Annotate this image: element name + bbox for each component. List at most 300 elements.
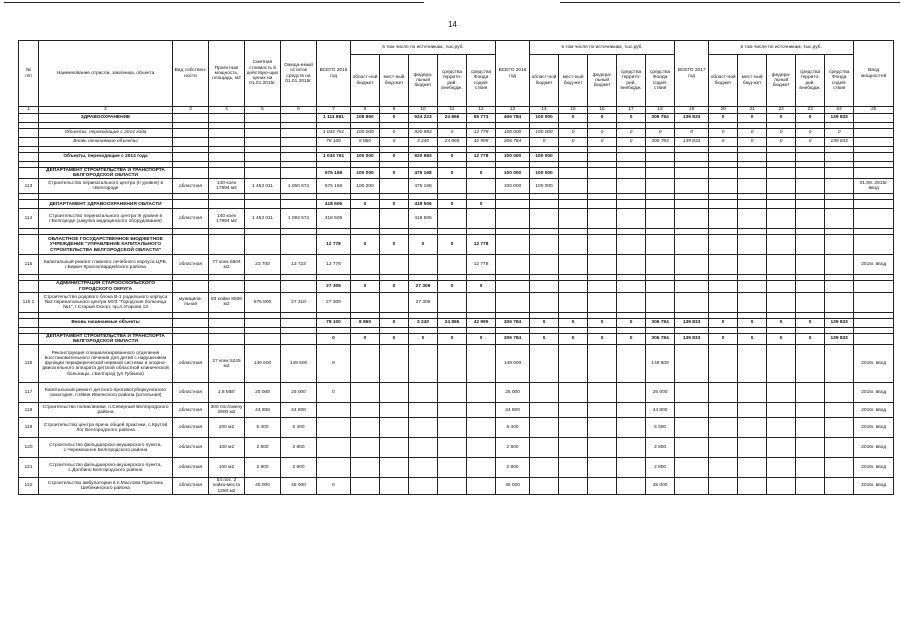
row-commission <box>854 235 894 255</box>
row-ownership <box>173 168 209 179</box>
row-name: Капитальный ремонт главного лечебного корпуса ЦРБ, г.Бирюч Красногвардейского района <box>39 255 173 275</box>
row-value-col-13: 45 000 <box>496 478 530 495</box>
column-number-15: 15 <box>559 107 588 114</box>
row-value-col-19 <box>675 255 709 275</box>
row-value-col-11 <box>438 458 467 478</box>
row-estimate <box>245 200 281 209</box>
row-value-col-13: 44 800 <box>496 403 530 418</box>
row-value-col-22 <box>767 418 796 438</box>
row-value-col-13 <box>496 209 530 229</box>
row-estimate: 149 600 <box>245 345 281 383</box>
row-value-col-9 <box>380 438 409 458</box>
row-value-col-20: 0 <box>709 138 738 147</box>
row-value-col-13 <box>496 292 530 312</box>
row-value-col-9 <box>380 179 409 194</box>
row-value-col-12: 12 778 <box>467 153 496 162</box>
row-name: ДЕПАРТАМЕНТ ЗДРАВООХРАНЕНИЯ ОБЛАСТИ <box>39 200 173 209</box>
row-value-col-22 <box>767 235 796 255</box>
row-value-col-22 <box>767 438 796 458</box>
row-value-col-7 <box>317 458 351 478</box>
row-expected-balance: 149 600 <box>281 345 317 383</box>
row-value-col-20 <box>709 418 738 438</box>
row-value-col-16 <box>588 345 617 383</box>
row-value-col-21 <box>738 235 767 255</box>
row-value-col-21 <box>738 255 767 275</box>
row-value-col-24 <box>825 281 854 292</box>
row-value-col-8 <box>351 345 380 383</box>
row-value-col-24 <box>825 200 854 209</box>
row-value-col-7: 1 033 761 <box>317 153 351 162</box>
row-value-col-19 <box>675 200 709 209</box>
row-ownership <box>173 114 209 123</box>
header-source-1-1: област-ной бюджет <box>351 55 380 107</box>
row-value-col-18 <box>646 153 675 162</box>
row-value-col-24 <box>825 345 854 383</box>
column-number-13: 13 <box>496 107 530 114</box>
table-row <box>19 179 894 194</box>
row-value-col-20 <box>709 235 738 255</box>
row-value-col-23: 0 <box>796 114 825 123</box>
table-row <box>19 209 894 229</box>
row-value-col-19 <box>675 345 709 383</box>
row-value-col-24 <box>825 168 854 179</box>
row-value-col-15 <box>559 438 588 458</box>
row-value-col-24 <box>825 418 854 438</box>
column-number-7: 7 <box>317 107 351 114</box>
row-name: Объекты, переходящие с 2014 года <box>39 153 173 162</box>
row-value-col-14 <box>530 383 559 403</box>
header-source-3-4: средства террито-рий, внебюдж. <box>796 55 825 107</box>
row-commission <box>854 114 894 123</box>
row-value-col-20 <box>709 200 738 209</box>
row-value-col-16 <box>588 292 617 312</box>
column-number-20: 20 <box>709 107 738 114</box>
row-value-col-19 <box>675 179 709 194</box>
row-commission: 2016г. ввод <box>854 478 894 495</box>
header-source-2-5: средства Фонда содей-ствия <box>646 55 675 107</box>
row-capacity: 140 коек 17994 м2 <box>209 209 245 229</box>
row-capacity <box>209 114 245 123</box>
row-value-col-18 <box>646 255 675 275</box>
column-number-2: 2 <box>39 107 173 114</box>
row-value-col-8 <box>351 403 380 418</box>
row-value-col-21: 0 <box>738 333 767 344</box>
row-value-col-23 <box>796 478 825 495</box>
row-ownership <box>173 333 209 344</box>
row-value-col-17 <box>617 281 646 292</box>
row-commission <box>854 200 894 209</box>
row-capacity: 77 коек 5604 м2 <box>209 255 245 275</box>
row-number <box>19 129 39 138</box>
table-row <box>19 438 894 458</box>
row-value-col-24: 139 833 <box>825 333 854 344</box>
row-value-col-21 <box>738 458 767 478</box>
row-number <box>19 200 39 209</box>
row-value-col-19 <box>675 209 709 229</box>
row-value-col-15: 0 <box>559 318 588 327</box>
row-estimate: 575 800 <box>245 292 281 312</box>
header-source-3-5: средства Фонда содей-ствия <box>825 55 854 107</box>
row-estimate: 2 800 <box>245 458 281 478</box>
row-value-col-23 <box>796 403 825 418</box>
header-total-2017: ВСЕГО 2017 год <box>675 41 709 107</box>
table-row <box>19 138 894 147</box>
row-value-col-23: 0 <box>796 129 825 138</box>
row-capacity: 200 м2 <box>209 418 245 438</box>
row-value-col-12 <box>467 478 496 495</box>
row-value-col-20 <box>709 153 738 162</box>
top-rule-left <box>4 2 424 3</box>
row-value-col-11 <box>438 383 467 403</box>
row-value-col-24 <box>825 179 854 194</box>
row-value-col-11 <box>438 209 467 229</box>
row-value-col-18: 306 784 <box>646 114 675 123</box>
row-value-col-9: 0 <box>380 138 409 147</box>
row-value-col-10: 3 240 <box>409 138 438 147</box>
row-value-col-20 <box>709 281 738 292</box>
row-value-col-10 <box>409 255 438 275</box>
row-value-col-22 <box>767 458 796 478</box>
header-total-2016: ВСЕГО 2016 год <box>496 41 530 107</box>
row-value-col-12 <box>467 383 496 403</box>
row-value-col-19: 139 833 <box>675 318 709 327</box>
row-value-col-16: 0 <box>588 333 617 344</box>
row-value-col-23 <box>796 438 825 458</box>
row-name: ОБЛАСТНОЕ ГОСУДАРСТВЕННОЕ БЮДЖЕТНОЕ УЧРЕЖДЕНИЕ "УПРАВЛЕНИЕ КАПИТАЛЬНОГО СТРОИТЕЛЬСТВА БЕЛГОРОДСКОЙ ОБЛАСТИ" <box>39 235 173 255</box>
row-value-col-14 <box>530 478 559 495</box>
row-value-col-8 <box>351 292 380 312</box>
investment-table <box>18 40 894 495</box>
row-value-col-15 <box>559 235 588 255</box>
row-value-col-14 <box>530 458 559 478</box>
row-value-col-14: 0 <box>530 333 559 344</box>
row-value-col-8 <box>351 438 380 458</box>
row-estimate: 45 000 <box>245 478 281 495</box>
row-estimate: 23 700 <box>245 255 281 275</box>
row-value-col-14: 100 000 <box>530 114 559 123</box>
column-number-12: 12 <box>467 107 496 114</box>
row-value-col-10: 475 168 <box>409 179 438 194</box>
row-value-col-20 <box>709 179 738 194</box>
row-value-col-17: 0 <box>617 129 646 138</box>
row-value-col-24: 139 833 <box>825 138 854 147</box>
row-value-col-7: 0 <box>317 333 351 344</box>
row-value-col-16 <box>588 255 617 275</box>
row-value-col-8: 100 000 <box>351 179 380 194</box>
row-value-col-15 <box>559 383 588 403</box>
row-value-col-13: 25 000 <box>496 383 530 403</box>
table-row <box>19 403 894 418</box>
row-commission <box>854 292 894 312</box>
row-value-col-15: 0 <box>559 333 588 344</box>
row-value-col-12 <box>467 403 496 418</box>
row-value-col-8 <box>351 255 380 275</box>
row-value-col-8: 100 000 <box>351 168 380 179</box>
table-row <box>19 418 894 438</box>
row-value-col-23 <box>796 292 825 312</box>
row-number: 118 <box>19 403 39 418</box>
row-value-col-14: 0 <box>530 138 559 147</box>
row-value-col-15 <box>559 281 588 292</box>
row-value-col-17 <box>617 418 646 438</box>
row-value-col-19 <box>675 168 709 179</box>
row-value-col-9 <box>380 383 409 403</box>
row-value-col-20: 0 <box>709 129 738 138</box>
header-name: Наименование отрасли, заказчика, объекта <box>39 41 173 107</box>
row-value-col-13: 100 000 <box>496 129 530 138</box>
row-value-col-10 <box>409 438 438 458</box>
row-value-col-16: 0 <box>588 318 617 327</box>
row-value-col-11 <box>438 418 467 438</box>
row-value-col-24 <box>825 458 854 478</box>
row-value-col-16 <box>588 281 617 292</box>
row-value-col-8 <box>351 383 380 403</box>
row-value-col-20 <box>709 403 738 418</box>
row-value-col-22 <box>767 179 796 194</box>
row-value-col-13: 100 000 <box>496 168 530 179</box>
row-value-col-17: 0 <box>617 318 646 327</box>
column-number-18: 18 <box>646 107 675 114</box>
row-value-col-17 <box>617 235 646 255</box>
row-value-col-9: 0 <box>380 318 409 327</box>
row-value-col-7 <box>317 418 351 438</box>
row-number <box>19 153 39 162</box>
column-number-3: 3 <box>173 107 209 114</box>
row-value-col-16 <box>588 200 617 209</box>
row-value-col-18: 2 800 <box>646 438 675 458</box>
header-sources-2015: в том числе по источникам, тыс.руб. <box>351 41 496 55</box>
row-capacity: 1,8 МВт <box>209 383 245 403</box>
row-value-col-18 <box>646 281 675 292</box>
row-value-col-10: 27 309 <box>409 281 438 292</box>
row-ownership <box>173 129 209 138</box>
row-value-col-9 <box>380 403 409 418</box>
row-number: 122 <box>19 478 39 495</box>
row-estimate <box>245 318 281 327</box>
row-value-col-14 <box>530 418 559 438</box>
row-number <box>19 281 39 292</box>
row-value-col-11: 0 <box>438 168 467 179</box>
row-capacity: 300 пос/смену 2800 м2 <box>209 403 245 418</box>
column-number-22: 22 <box>767 107 796 114</box>
row-name: Строительство фельдшерско-акушерского пункта, с.Черемошное Белгородского района <box>39 438 173 458</box>
row-value-col-13: 149 600 <box>496 345 530 383</box>
row-expected-balance: 44 800 <box>281 403 317 418</box>
row-value-col-11 <box>438 478 467 495</box>
header-source-1-5: средства Фонда содей-ствия <box>467 55 496 107</box>
row-value-col-18 <box>646 168 675 179</box>
row-value-col-13: 306 784 <box>496 333 530 344</box>
row-value-col-14 <box>530 255 559 275</box>
column-number-21: 21 <box>738 107 767 114</box>
row-commission <box>854 168 894 179</box>
row-value-col-17 <box>617 458 646 478</box>
row-value-col-9: 0 <box>380 281 409 292</box>
row-value-col-7: 0 <box>317 383 351 403</box>
row-value-col-21 <box>738 168 767 179</box>
row-value-col-22 <box>767 403 796 418</box>
row-value-col-17 <box>617 403 646 418</box>
row-value-col-11: 24 865 <box>438 114 467 123</box>
row-capacity <box>209 138 245 147</box>
row-value-col-13 <box>496 255 530 275</box>
top-rule-right <box>560 2 900 3</box>
row-value-col-24 <box>825 478 854 495</box>
row-value-col-8 <box>351 478 380 495</box>
row-value-col-12 <box>467 438 496 458</box>
row-value-col-13: 2 800 <box>496 458 530 478</box>
row-value-col-10 <box>409 418 438 438</box>
row-commission: 2015г. ввод <box>854 255 894 275</box>
row-value-col-9: 0 <box>380 129 409 138</box>
row-value-col-24 <box>825 438 854 458</box>
header-num: № п/п <box>19 41 39 107</box>
row-value-col-22 <box>767 478 796 495</box>
row-value-col-8 <box>351 209 380 229</box>
header-total-2015: ВСЕГО 2015 год <box>317 41 351 107</box>
row-value-col-17 <box>617 383 646 403</box>
row-value-col-16 <box>588 418 617 438</box>
row-value-col-9 <box>380 345 409 383</box>
row-value-col-24: 0 <box>825 129 854 138</box>
row-value-col-12: 0 <box>467 333 496 344</box>
column-number-10: 10 <box>409 107 438 114</box>
header-source-3-2: мест-ный бюд-жет <box>738 55 767 107</box>
row-ownership: областная <box>173 418 209 438</box>
row-value-col-22 <box>767 383 796 403</box>
row-value-col-7: 0 <box>317 478 351 495</box>
row-value-col-13 <box>496 235 530 255</box>
row-value-col-16 <box>588 478 617 495</box>
row-expected-balance <box>281 114 317 123</box>
header-expected-balance: Ожида-емый остаток средств на 01.01.2015г. <box>281 41 317 107</box>
row-number: 113 <box>19 179 39 194</box>
row-value-col-12: 42 995 <box>467 138 496 147</box>
row-name: Вновь начинаемые объекты <box>39 318 173 327</box>
row-value-col-24 <box>825 292 854 312</box>
row-value-col-23 <box>796 209 825 229</box>
row-value-col-12: 0 <box>467 281 496 292</box>
row-name: Реконструкция специализированного отделения восстановительного лечения для детей с нарушением функции периферической нервной системы и опорно-двигательного аппарата детской областной клинической больницы, г.Белгород (ул.Губкина) <box>39 345 173 383</box>
row-estimate <box>245 114 281 123</box>
row-commission: 2016г. ввод <box>854 345 894 383</box>
header-source-1-3: федера-льный бюджет <box>409 55 438 107</box>
row-value-col-18: 306 784 <box>646 318 675 327</box>
table-row <box>19 255 894 275</box>
row-name: Вновь начинаемые объекты <box>39 138 173 147</box>
row-value-col-20 <box>709 209 738 229</box>
row-capacity: 100 м2 <box>209 458 245 478</box>
row-ownership <box>173 138 209 147</box>
row-value-col-16 <box>588 209 617 229</box>
row-number: 116 <box>19 345 39 383</box>
row-estimate <box>245 281 281 292</box>
row-value-col-23: 0 <box>796 333 825 344</box>
row-value-col-9: 0 <box>380 200 409 209</box>
row-ownership: областная <box>173 478 209 495</box>
row-value-col-21 <box>738 438 767 458</box>
row-ownership: областная <box>173 255 209 275</box>
row-value-col-7: 0 <box>317 345 351 383</box>
row-value-col-16: 0 <box>588 138 617 147</box>
row-value-col-22: 0 <box>767 138 796 147</box>
row-name: Объекты, переходящие с 2014 года <box>39 129 173 138</box>
column-number-4: 4 <box>209 107 245 114</box>
row-value-col-23 <box>796 255 825 275</box>
column-number-8: 8 <box>351 107 380 114</box>
row-value-col-11 <box>438 292 467 312</box>
row-value-col-14 <box>530 292 559 312</box>
row-commission: 2016г. ввод <box>854 438 894 458</box>
row-value-col-14 <box>530 209 559 229</box>
row-value-col-12: 0 <box>467 168 496 179</box>
row-value-col-18 <box>646 200 675 209</box>
row-value-col-7: 27 309 <box>317 281 351 292</box>
row-number <box>19 168 39 179</box>
column-number-17: 17 <box>617 107 646 114</box>
row-ownership: областная <box>173 179 209 194</box>
row-value-col-22: 0 <box>767 333 796 344</box>
row-value-col-13: 306 784 <box>496 138 530 147</box>
row-value-col-17 <box>617 168 646 179</box>
row-ownership: областная <box>173 345 209 383</box>
row-value-col-19: 0 <box>675 129 709 138</box>
row-value-col-10: 3 240 <box>409 318 438 327</box>
row-number: 115 <box>19 255 39 275</box>
row-value-col-22 <box>767 255 796 275</box>
row-value-col-15 <box>559 179 588 194</box>
header-estimate: Сметная стоимость в действую-щих ценах на 01.01.2015г. <box>245 41 281 107</box>
row-value-col-15: 0 <box>559 138 588 147</box>
row-value-col-9 <box>380 255 409 275</box>
row-value-col-19 <box>675 153 709 162</box>
row-value-col-11: 24 865 <box>438 318 467 327</box>
row-value-col-24 <box>825 235 854 255</box>
row-value-col-14 <box>530 235 559 255</box>
row-value-col-19 <box>675 438 709 458</box>
row-value-col-19: 139 833 <box>675 333 709 344</box>
row-capacity <box>209 333 245 344</box>
row-value-col-8: 0 <box>351 200 380 209</box>
row-value-col-17: 0 <box>617 138 646 147</box>
row-value-col-24: 139 833 <box>825 318 854 327</box>
column-number-1: 1 <box>19 107 39 114</box>
row-value-col-16 <box>588 153 617 162</box>
row-expected-balance <box>281 333 317 344</box>
row-value-col-14 <box>530 403 559 418</box>
row-value-col-18: 306 784 <box>646 138 675 147</box>
row-name: Строительство амбулатории в п.Маслова Пристань Шебекинского района <box>39 478 173 495</box>
row-value-col-7: 418 506 <box>317 209 351 229</box>
row-value-col-17 <box>617 478 646 495</box>
row-capacity: 140 коек 17994 м2 <box>209 179 245 194</box>
row-value-col-10: 475 168 <box>409 168 438 179</box>
row-value-col-8 <box>351 418 380 438</box>
row-name: Капитальный ремонт детского противотуберкулезного санатория, п.Ивня Ивнянского района (котельная) <box>39 383 173 403</box>
table-row <box>19 292 894 312</box>
row-commission: 01.09. 2015г. ввод <box>854 179 894 194</box>
row-value-col-17 <box>617 255 646 275</box>
row-expected-balance: 5 400 <box>281 418 317 438</box>
row-ownership: областная <box>173 403 209 418</box>
row-expected-balance <box>281 153 317 162</box>
row-number <box>19 235 39 255</box>
row-value-col-18 <box>646 235 675 255</box>
column-number-24: 24 <box>825 107 854 114</box>
row-value-col-7 <box>317 403 351 418</box>
row-name: Строительство родового блока В-1 родильного корпуса №2 перинатального центра МУЗ "Городская больница №1", г.Старый Оскол, пр.А.Угарова 13 <box>39 292 173 312</box>
row-expected-balance: 1 050 674 <box>281 179 317 194</box>
